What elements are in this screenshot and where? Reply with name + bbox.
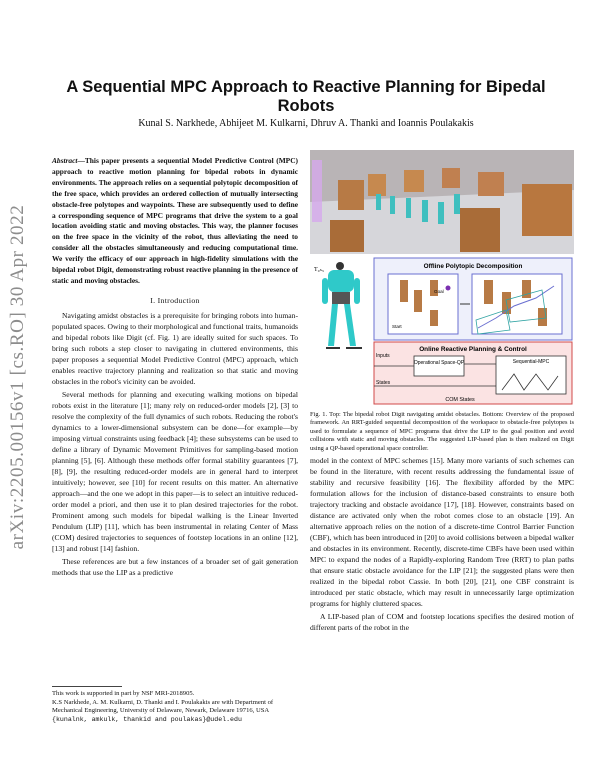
box-obstacle (368, 174, 386, 196)
box-obstacle (330, 220, 364, 252)
footnotes (52, 686, 298, 724)
intro-paragraph-2: Several methods for planning and executing walking motions on bipedal robots exist in the literature [1]; many rely on reduced-order models [2], [3] to resolve the complexity of the full dynamics of such robots. Reducing the robot's dynamics to a lower-dimensional subsystem can be done—for example—by imposing virtual constraints using feedback [4]; these subsystems can be used to define a library of Dynamic Movement Primitives for sampling-based motion planning [5], [6]. Although these methods offer formal stability guarantees [7], [8], [9], the resulting reduced-order models are in general hard to interpret intuitively; however, see [10] for recent results on this matter. An alternative approach—and the one we adopt in this paper—is to select an intuitive reduced-order model a priori, and then use it to plan desired trajectories for the robot. Prominent among such models for bipedal walking is the Linear Inverted Pendulum (LIP) [11], which has been instrumental in relating Center of Mass (COM) desired trajectories to sequences of footstep locations in an online [12], [13] and robust [14] fashion. (52, 389, 298, 553)
inputs-label: Inputs (376, 353, 390, 359)
box-obstacle (478, 172, 504, 196)
paper-title: A Sequential MPC Approach to Reactive Planning for Bipedal Robots (66, 78, 546, 115)
abstract-text: —This paper presents a sequential Model Predictive Control (MPC) approach to reactive motion planning for bipedal robots in dynamic environments. The approach relies on a sequential polytopic decomposition of the free space, which provides an ordered collection of mutually intersecting obstacle-free polytopes and waypoints. These are subsequently used to define a corresponding sequence of MPC programs that drive the system to a goal location avoiding static and moving obstacles. This way, the planner focuses on the free space in the vicinity of the robot, thus alleviating the need to consider all the obstacles simultaneously and reducing computational time. We verify the efficacy of our approach in high-fidelity simulations with the bipedal robot Digit, demonstrating robust reactive planning in the presence of static and moving obstacles. (52, 156, 298, 285)
torso-frame-label: T₀ₛ₅ (314, 267, 325, 273)
box-obstacle (522, 184, 572, 236)
box-obstacle (338, 180, 364, 210)
box-obstacle (460, 208, 500, 252)
footnote-affiliation: K.S Narkhede, A. M. Kulkarni, D. Thanki and I. Poulakakis are with Department of Mechanical Engineering, University of Delaware, Newark, Delaware 19716, USA (52, 698, 274, 715)
start-label: Start (392, 324, 402, 329)
right-column (310, 455, 574, 633)
footnote-emails: {kunalnk, amkulk, thankid and poulakas}@udel.edu (52, 715, 242, 723)
qp-controller-box (414, 356, 464, 376)
arxiv-side-stamp (4, 190, 32, 570)
qp-controller-label: Operational Space-QP (413, 360, 465, 366)
goal-label: Goal (434, 289, 444, 294)
arxiv-stamp-text: arXiv:2205.00156v1 [cs.RO] 30 Apr 2022 (7, 204, 28, 550)
online-panel (374, 342, 572, 404)
digit-robot-illustration (314, 262, 362, 348)
sequential-mpc-label: Sequential-MPC (512, 359, 550, 365)
com-states-label: COM States (445, 397, 475, 403)
offline-panel-title: Offline Polytopic Decomposition (423, 263, 523, 270)
intro-paragraph-3: These references are but a few instances of a broader set of gait generation methods that use the LIP as a predictive (52, 556, 298, 577)
states-label: States (376, 380, 391, 386)
abstract (52, 156, 298, 287)
footnote-rule (52, 686, 122, 687)
box-obstacle (404, 170, 424, 192)
figure-caption: Fig. 1. Top: The bipedal robot Digit navigating amidst obstacles. Bottom: Overview of the proposed framework. An RRT-guided sequential decomposition of the workspace to obstacle-free polytopes is used to formulate a sequence of MPC programs that drive the LIP to the goal position and avoid collisions with static and moving obstacles. The suggested LIP-based plan is then realized on Digit using a QP-based operational space controller. (310, 411, 574, 452)
section-heading: I. Introduction (150, 295, 200, 305)
intro-paragraph-1: Navigating amidst obstacles is a prerequisite for bringing robots into human-populated spaces. Owing to their morphological and functional traits, humanoids and bipedal robots like Digit (cf. Fig. 1) are ideally suited for such spaces. To bring such robots a step closer to navigating in cluttered environments, this paper proposes a sequential Model Predictive Control (MPC) approach, which enables reactive trajectory planning and realization so that static and moving obstacles in the robot's vicinity can be avoided. (52, 310, 298, 386)
right-paragraph-2: A LIP-based plan of COM and footstep locations specifies the desired motion of different parts of the robot in the (310, 612, 574, 632)
box-obstacle (442, 168, 460, 188)
figure-1 (310, 150, 574, 406)
figure-photo (310, 150, 574, 254)
right-paragraph-1: model in the context of MPC schemes [15]. Many more variants of such schemes can be found in the literature, with recent results addressing the fundamental issue of stability and recursive feasibility [16]. The flexibility afforded by the MPC formulation allows for the inclusion of distance-based constraints to ensure both trajectory tracking and obstacle avoidance [17], [18]. However, constraints based on distance are activated only when the robot comes close to an obstacle [19]. An alternative approach relies on the notion of a discrete-time Control Barrier Function (CBF), which has been introduced in [20] to avoid collisions between a bipedal walker and obstacles in its environment. Recently, discrete-time CBFs have been used within MPC to expand the nodes of a Rapidly-exploring Random Tree (RRT) to plan paths that ensure static obstacle avoidance for the LIP [21]; the suggested plans were then realized in the bipedal robot Cassie. In both [20], [21], one CBF constraint is introduced per static obstacle, which may result in unnecessarily large optimization programs for highly cluttered spaces. (310, 456, 574, 608)
author-list: Kunal S. Narkhede, Abhijeet M. Kulkarni, Dhruv A. Thanki and Ioannis Poulakakis (138, 118, 474, 129)
moving-obstacle (312, 160, 322, 222)
offline-panel (374, 258, 572, 340)
abstract-label: Abstract (52, 156, 78, 165)
footnote-funding: This work is supported in part by NSF MRI-2018905. (52, 690, 195, 697)
left-column (52, 156, 298, 578)
online-panel-title: Online Reactive Planning & Control (419, 346, 527, 353)
